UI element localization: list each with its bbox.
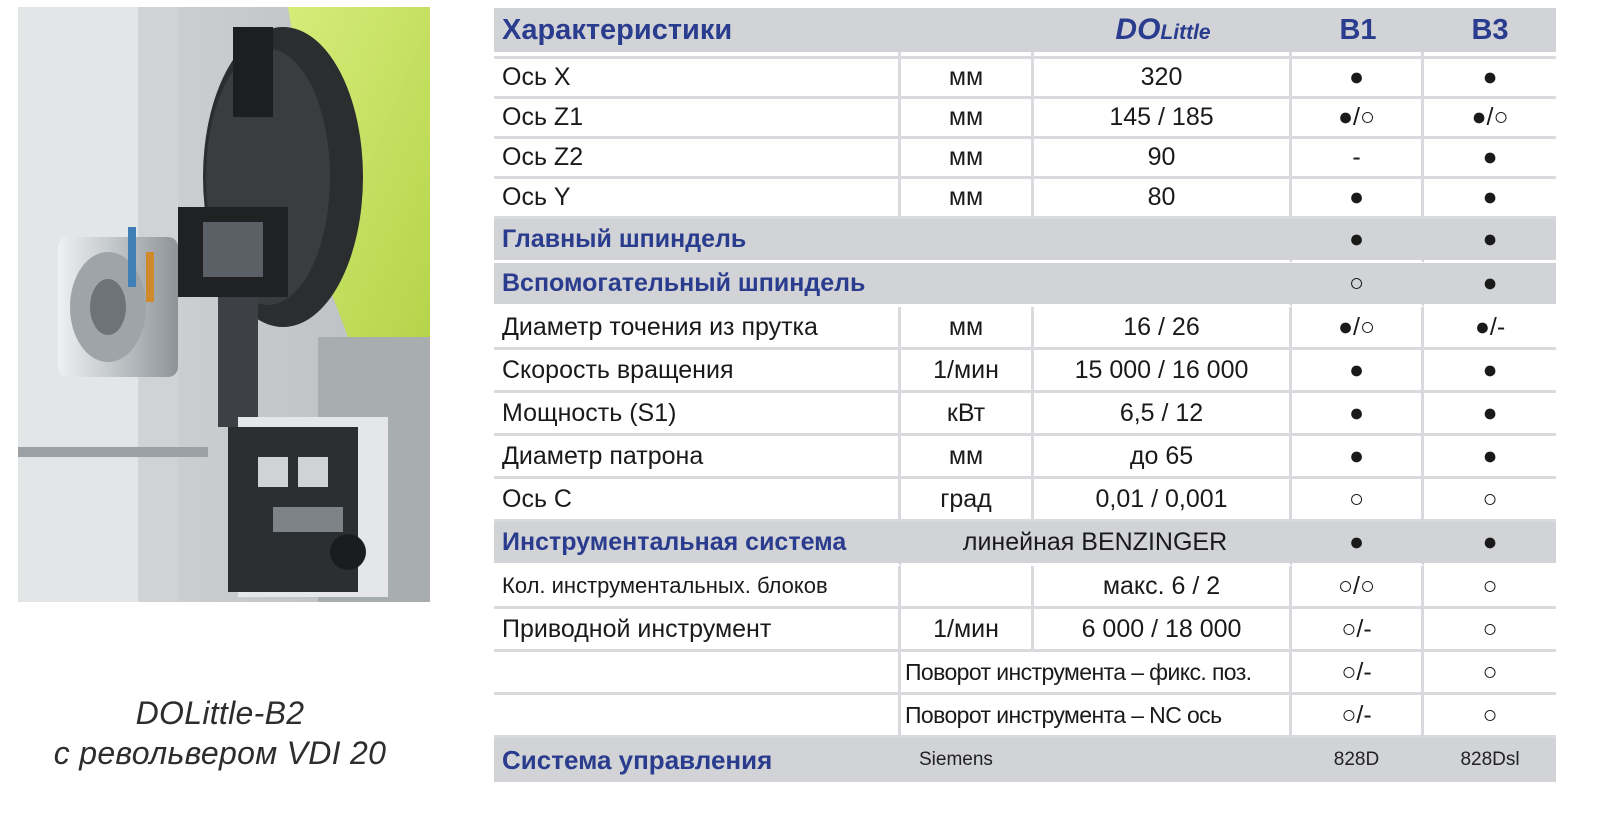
row-unit: мм: [901, 99, 1034, 139]
row-b3: ●/○: [1424, 99, 1556, 139]
section-title: Инструментальная система: [494, 522, 901, 566]
row-name: Приводной инструмент: [494, 609, 901, 652]
table-row: [494, 99, 1556, 139]
row-b1: ○: [1292, 479, 1424, 522]
row-b1: ●: [1292, 436, 1424, 479]
row-b3: ●: [1424, 350, 1556, 393]
row-value: 6,5 / 12: [1034, 393, 1292, 436]
row-b3: ●/-: [1424, 307, 1556, 350]
section-row: [494, 738, 1556, 782]
row-b1: ●: [1292, 179, 1424, 219]
row-name: Диаметр патрона: [494, 436, 901, 479]
header-b3: B3: [1424, 8, 1556, 52]
table-row: [494, 179, 1556, 219]
row-b1: ●/○: [1292, 99, 1424, 139]
row-unit: 1/мин: [901, 609, 1034, 652]
table-header: [494, 8, 1556, 52]
row-name: Ось Y: [494, 179, 901, 219]
row-unit: [901, 566, 1034, 609]
row-name: Мощность (S1): [494, 393, 901, 436]
table-row: [494, 139, 1556, 179]
row-name: [494, 695, 901, 738]
row-unit: град: [901, 479, 1034, 522]
brand-small: Little: [1160, 21, 1211, 44]
row-b3: ●: [1424, 522, 1556, 566]
row-name: Ось С: [494, 479, 901, 522]
section-row: [494, 219, 1556, 263]
photo-caption: [0, 693, 440, 773]
row-b1: ●: [1292, 59, 1424, 99]
row-b3: 828Dsl: [1424, 738, 1556, 782]
row-b1: ●: [1292, 393, 1424, 436]
row-name: Скорость вращения: [494, 350, 901, 393]
row-b1: ○/-: [1292, 695, 1424, 738]
row-name: [494, 652, 901, 695]
row-b1: ○/-: [1292, 652, 1424, 695]
row-b3: ○: [1424, 609, 1556, 652]
row-unit: мм: [901, 59, 1034, 99]
row-b3: ○: [1424, 566, 1556, 609]
header-title: Характеристики: [494, 8, 1034, 52]
header-b1: B1: [1292, 8, 1424, 52]
row-b3: ○: [1424, 695, 1556, 738]
caption-line-1: DOLittle-B2: [135, 695, 305, 731]
brand-main: DO: [1115, 13, 1161, 46]
table-row: [494, 350, 1556, 393]
table-row: [494, 436, 1556, 479]
row-b1: ●: [1292, 350, 1424, 393]
row-value: макс. 6 / 2: [1034, 566, 1292, 609]
row-name: Ось X: [494, 59, 901, 99]
row-value: 320: [1034, 59, 1292, 99]
row-b3: ●: [1424, 393, 1556, 436]
section-row: [494, 263, 1556, 307]
caption-line-2: с револьвером VDI 20: [53, 735, 387, 771]
section-row: [494, 522, 1556, 566]
row-b3: ○: [1424, 652, 1556, 695]
section-title: Система управления: [494, 738, 901, 782]
row-value: 0,01 / 0,001: [1034, 479, 1292, 522]
row-value: до 65: [1034, 436, 1292, 479]
row-name: Ось Z1: [494, 99, 901, 139]
row-value: Поворот инструмента – фикс. поз.: [901, 652, 1292, 695]
machine-turret-photo-icon: [18, 7, 430, 602]
row-b1: ●: [1292, 219, 1424, 263]
table-row: [494, 566, 1556, 609]
table-row: [494, 695, 1556, 738]
machine-photo: [18, 7, 430, 602]
specification-table: [494, 8, 1556, 800]
row-b3: ●: [1424, 139, 1556, 179]
row-b3: ○: [1424, 479, 1556, 522]
row-b1: -: [1292, 139, 1424, 179]
table-row: [494, 393, 1556, 436]
row-unit: Siemens: [901, 738, 1034, 782]
row-b1: ●/○: [1292, 307, 1424, 350]
row-value: линейная BENZINGER: [901, 522, 1292, 566]
row-unit: мм: [901, 179, 1034, 219]
section-title: Главный шпиндель: [494, 219, 1292, 263]
table-row: [494, 652, 1556, 695]
section-title: Вспомогательный шпиндель: [494, 263, 1292, 307]
row-name: Кол. инструментальных. блоков: [494, 566, 901, 609]
row-unit: кВт: [901, 393, 1034, 436]
row-value: 15 000 / 16 000: [1034, 350, 1292, 393]
row-b1: 828D: [1292, 738, 1424, 782]
row-name: Ось Z2: [494, 139, 901, 179]
table-row: [494, 59, 1556, 99]
row-value: 90: [1034, 139, 1292, 179]
row-b1: ○/-: [1292, 609, 1424, 652]
header-brand: [1034, 8, 1292, 52]
row-value: 80: [1034, 179, 1292, 219]
row-unit: мм: [901, 139, 1034, 179]
table-row: [494, 609, 1556, 652]
row-b1: ○/○: [1292, 566, 1424, 609]
row-unit: 1/мин: [901, 350, 1034, 393]
row-b1: ○: [1292, 263, 1424, 307]
row-b3: ●: [1424, 179, 1556, 219]
table-row: [494, 479, 1556, 522]
row-value: [1034, 738, 1292, 782]
row-value: 16 / 26: [1034, 307, 1292, 350]
row-unit: мм: [901, 307, 1034, 350]
row-b1: ●: [1292, 522, 1424, 566]
row-b3: ●: [1424, 59, 1556, 99]
row-value: 6 000 / 18 000: [1034, 609, 1292, 652]
row-name: Диаметр точения из прутка: [494, 307, 901, 350]
table-row: [494, 307, 1556, 350]
row-value: 145 / 185: [1034, 99, 1292, 139]
row-value: Поворот инструмента – NC ось: [901, 695, 1292, 738]
header-gap: [494, 52, 1556, 59]
row-unit: мм: [901, 436, 1034, 479]
row-b3: ●: [1424, 263, 1556, 307]
row-b3: ●: [1424, 219, 1556, 263]
row-b3: ●: [1424, 436, 1556, 479]
